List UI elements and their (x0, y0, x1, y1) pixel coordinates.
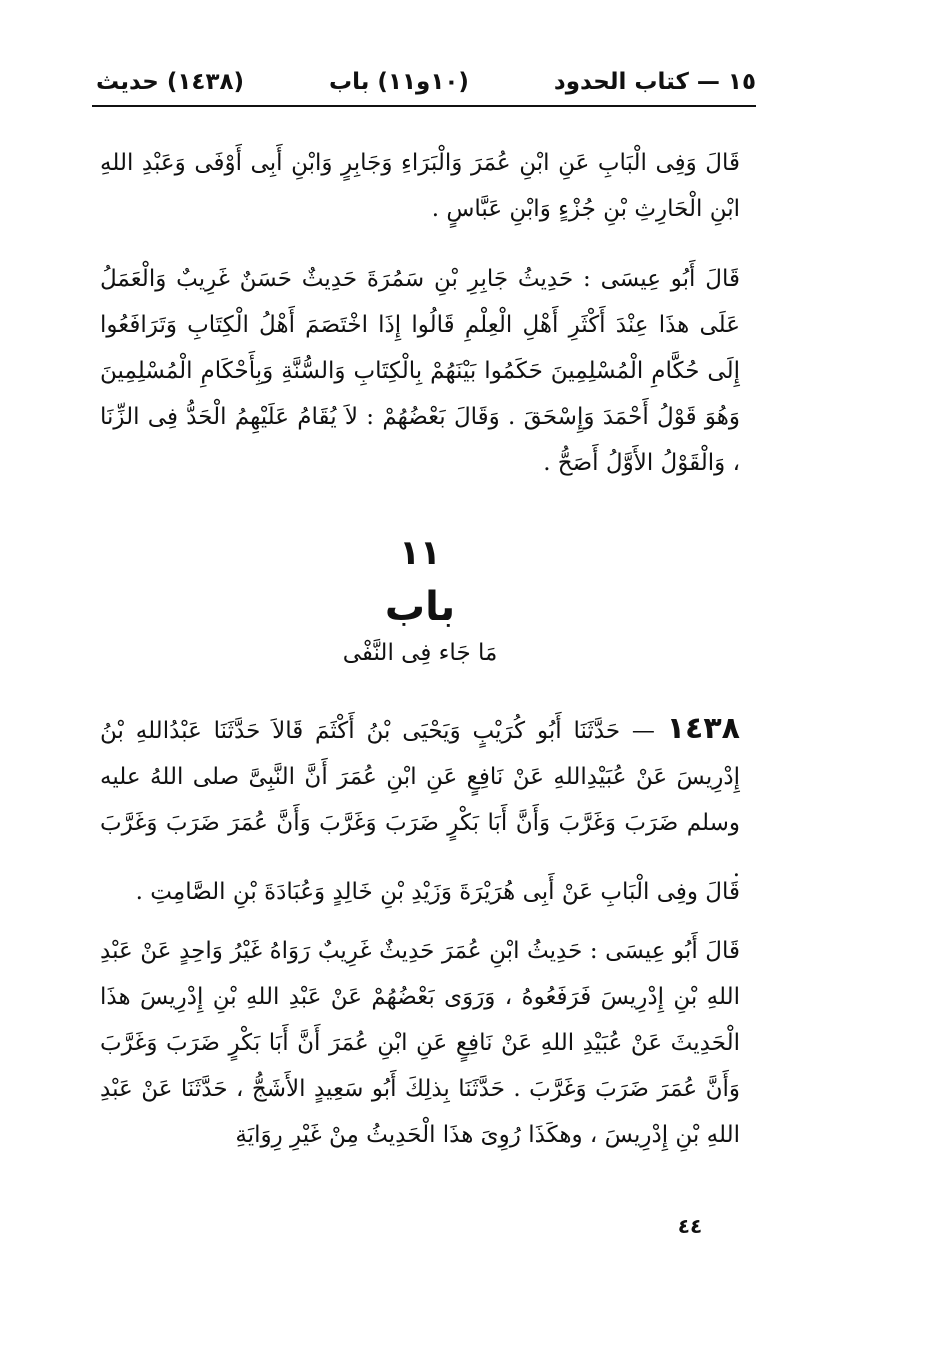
header-rule (92, 105, 756, 107)
header-book-title: ١٥ — كتاب الحدود (553, 69, 756, 95)
paragraph-4: قَالَ وفِى الْبَابِ عَنْ أَبِى هُرَيْرَةَ وَزَيْدِ بْنِ خَالِدٍ وَعُبَادَةَ بْنِ الصَّامِتِ . (135, 879, 740, 905)
paragraph-3 (100, 706, 740, 892)
header-hadith: (١٤٣٨) حديث (96, 69, 245, 95)
hadith-number: ١٤٣٨ (666, 711, 740, 746)
running-header (96, 62, 756, 102)
header-bab: (١٠و١١) باب (329, 69, 469, 95)
paragraph-1: قَالَ وَفِى الْبَابِ عَنِ ابْنِ عُمَرَ وَالْبَرَاءِ وَجَابِرٍ وَابْنِ أَبِى أَوْفَى وَعَبْدِ اللهِ ابْنِ الْحَارِثِ بْنِ جُزْءٍ وَابْنِ عَبَّاسٍ . (100, 150, 740, 222)
chapter-number: ١١ (399, 533, 441, 573)
paragraph-2: قَالَ أَبُو عِيسَى : حَدِيثُ جَابِرِ بْنِ سَمُرَةَ حَدِيثٌ حَسَنٌ غَرِيبٌ وَالْعَمَلُ عَلَى هذَا عِنْدَ أَكْثَرِ أَهْلِ الْعِلْمِ قَالُوا إِذَا اخْتَصَمَ أَهْلُ الْكِتَابِ وَتَرَافَعُوا إِلَى حُكَّامِ الْمُسْلِمِينَ حَكَمُوا بَيْنَهُمْ بِالْكِتَابِ وَالسُّنَّةِ وَبِأَحْكَامِ الْمُسْلِمِينَ وَهُوَ قَوْلُ أَحْمَدَ وَإِسْحَقَ . وَقَالَ بَعْضُهُمْ : لاَ يُقَامُ عَلَيْهِمُ الْحَدُّ فِى الزِّنَا ، وَالْقَوْلُ الأَوَّلُ أَصَحُّ . (100, 266, 740, 476)
paragraph-5: قَالَ أَبُو عِيسَى : حَدِيثُ ابْنِ عُمَرَ حَدِيثٌ غَرِيبٌ رَوَاهُ غَيْرُ وَاحِدٍ عَنْ عَبْدِ اللهِ بْنِ إِدْرِيسَ فَرَفَعُوهُ ، وَرَوَى بَعْضُهُمْ عَنْ عَبْدِ اللهِ بْنِ إِدْرِيسَ هذَا الْحَدِيثَ عَنْ عُبَيْدِ اللهِ عَنْ نَافِعٍ عَنِ ابْنِ عُمَرَ أَنَّ أَبَا بَكْرٍ ضَرَبَ وَغَرَّبَ وَأَنَّ عُمَرَ ضَرَبَ وَغَرَّبَ . حَدَّثَنَا بِذلِكَ أَبُو سَعِيدٍ الأَشَجُّ ، حَدَّثَنَا عَنْ عَبْدِ اللهِ بْنِ إِدْرِيسَ ، وهكَذَا رُوِىَ هذَا الْحَدِيثُ مِنْ غَيْرِ رِوَايَةِ (100, 938, 740, 1148)
paragraph-3-text: — حَدَّثَنَا أَبُو كُرَيْبٍ وَيَحْيَى بْنُ أَكْثَمَ قَالاَ حَدَّثَنَا عَبْدُاللهِ بْنُ إِدْرِيسَ عَنْ عُبَيْدِاللهِ عَنْ نَافِعٍ عَنِ ابْنِ عُمَرَ أَنَّ النَّبِىَّ صلى اللهُ عليه وسلم ضَرَبَ وَغَرَّبَ وَأَنَّ أَبَا بَكْرٍ ضَرَبَ وَغَرَّبَ وَأَنَّ عُمَرَ ضَرَبَ وَغَرَّبَ . (100, 718, 740, 882)
chapter-subtitle: مَا جَاء فِى النَّفْى (342, 640, 498, 666)
page-number: ٤٤ (677, 1214, 703, 1238)
chapter-title: باب (384, 584, 456, 630)
